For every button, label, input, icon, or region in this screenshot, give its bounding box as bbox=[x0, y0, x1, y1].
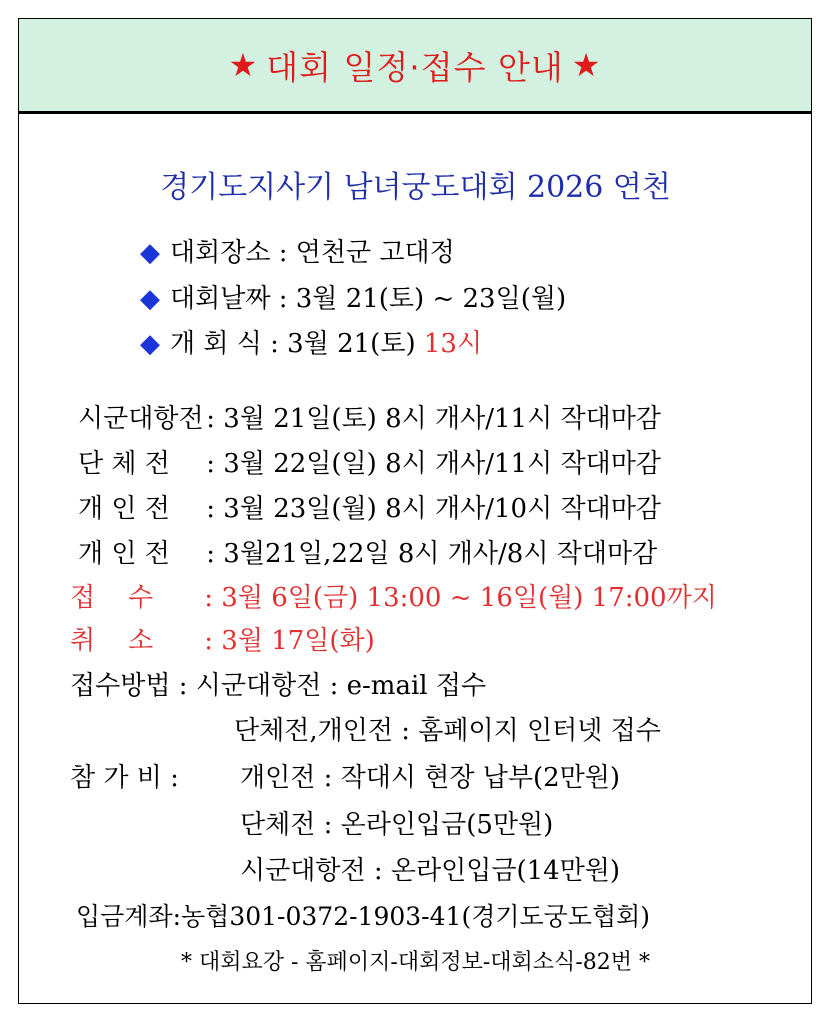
schedule-row bbox=[78, 488, 661, 525]
reception-label: 접 수 bbox=[70, 583, 154, 613]
schedule-row bbox=[78, 533, 657, 570]
fee-row-3 bbox=[240, 850, 620, 887]
opening-value: 3월 21(토) bbox=[287, 329, 424, 359]
schedule-label: 개 인 전 bbox=[78, 494, 170, 524]
fee-line1: 개인전 : 작대시 현장 납부(2만원) bbox=[240, 763, 621, 793]
schedule-text: : 3월 21일(토) 8시 개사/11시 작대마감 bbox=[198, 404, 661, 434]
opening-row bbox=[140, 323, 482, 360]
date-label: 대회날짜 : bbox=[170, 284, 296, 314]
fee-line3: 시군대항전 : 온라인입금(14만원) bbox=[240, 856, 621, 886]
venue-value: 연천군 고대정 bbox=[295, 238, 455, 268]
diamond-icon: ◆ bbox=[140, 238, 160, 268]
venue-label: 대회장소 : bbox=[170, 238, 296, 268]
cancel-label: 취 소 bbox=[70, 626, 154, 656]
schedule-text: : 3월21일,22일 8시 개사/8시 작대마감 bbox=[198, 539, 658, 569]
method-line1: 시군대항전 : e-mail 접수 bbox=[195, 671, 487, 701]
header-banner bbox=[19, 19, 811, 114]
schedule-text: : 3월 22일(일) 8시 개사/11시 작대마감 bbox=[198, 449, 661, 479]
schedule-label: 단 체 전 bbox=[78, 449, 170, 479]
date-value: 3월 21(토) ~ 23일(월) bbox=[295, 284, 567, 314]
account-row bbox=[76, 897, 650, 933]
schedule-row bbox=[78, 398, 661, 435]
opening-time: 13시 bbox=[423, 329, 483, 359]
fee-row-2 bbox=[240, 804, 553, 841]
method-row bbox=[70, 665, 486, 702]
reception-row bbox=[70, 577, 717, 614]
method-line2: 단체전,개인전 : 홈페이지 인터넷 접수 bbox=[234, 716, 661, 746]
method-label: 접수방법 : bbox=[70, 671, 196, 701]
schedule-label: 시군대항전 bbox=[78, 404, 204, 434]
fee-line2: 단체전 : 온라인입금(5만원) bbox=[240, 810, 554, 840]
account-text: 입금계좌:농협301-0372-1903-41(경기도궁도협회) bbox=[76, 902, 650, 931]
cancel-row bbox=[70, 620, 375, 657]
schedule-text: : 3월 23일(월) 8시 개사/10시 작대마감 bbox=[198, 494, 661, 524]
footer-note: * 대회요강 - 홈페이지-대회정보-대회소식-82번 * bbox=[181, 950, 650, 975]
fee-label: 참 가 비 : bbox=[70, 763, 179, 793]
star-icon: ★ bbox=[228, 46, 259, 84]
cancel-text: : 3월 17일(화) bbox=[196, 626, 375, 656]
diamond-icon: ◆ bbox=[140, 329, 160, 359]
schedule-row bbox=[78, 443, 661, 480]
reception-text: : 3월 6일(금) 13:00 ~ 16일(월) 17:00까지 bbox=[196, 583, 717, 613]
opening-label: 개 회 식 : bbox=[170, 329, 288, 359]
event-title: 경기도지사기 남녀궁도대회 2026 연천 bbox=[160, 170, 671, 205]
star-icon: ★ bbox=[571, 46, 602, 84]
header-title: 대회 일정·접수 안내 bbox=[266, 47, 564, 87]
schedule-label: 개 인 전 bbox=[78, 539, 170, 569]
method-row-2 bbox=[234, 710, 661, 747]
fee-row bbox=[70, 757, 620, 794]
diamond-icon: ◆ bbox=[140, 284, 160, 314]
date-row bbox=[140, 278, 566, 315]
venue-row bbox=[140, 232, 455, 269]
